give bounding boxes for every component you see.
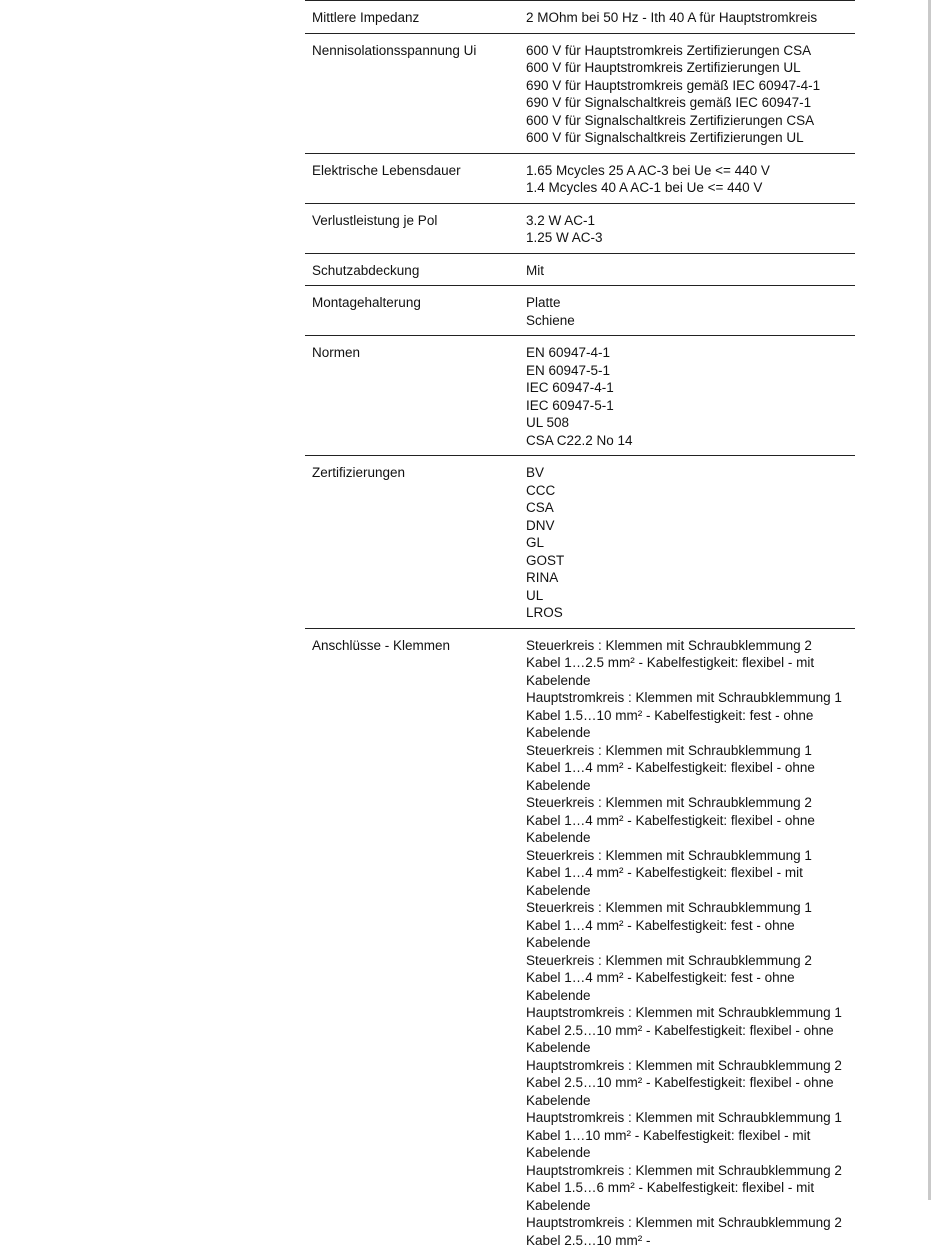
- spec-value: Hauptstromkreis : Klemmen mit Schraubklemmung 1 Kabel 1…10 mm² - Kabelfestigkeit: flexibel - mit Kabelende: [526, 1109, 847, 1162]
- spec-value: 600 V für Hauptstromkreis Zertifizierungen UL: [526, 59, 847, 77]
- spec-table: [305, 0, 855, 1255]
- spec-value: CSA C22.2 No 14: [526, 432, 847, 450]
- spec-value: Mit: [526, 262, 847, 280]
- spec-values: [520, 294, 855, 329]
- spec-value: Steuerkreis : Klemmen mit Schraubklemmung 1 Kabel 1…4 mm² - Kabelfestigkeit: flexibel - ohne Kabelende: [526, 742, 847, 795]
- spec-label: Normen: [305, 344, 520, 449]
- spec-value: 600 V für Signalschaltkreis Zertifizierungen UL: [526, 129, 847, 147]
- spec-values: [520, 42, 855, 147]
- spec-label: Montagehalterung: [305, 294, 520, 329]
- spec-value: Steuerkreis : Klemmen mit Schraubklemmung 2 Kabel 1…4 mm² - Kabelfestigkeit: flexibel - ohne Kabelende: [526, 794, 847, 847]
- spec-value: LROS: [526, 604, 847, 622]
- spec-value: RINA: [526, 569, 847, 587]
- spec-row-normen: [305, 336, 855, 456]
- spec-value: 2 MOhm bei 50 Hz - Ith 40 A für Hauptstromkreis: [526, 9, 847, 27]
- spec-value: Steuerkreis : Klemmen mit Schraubklemmung 2 Kabel 1…2.5 mm² - Kabelfestigkeit: flexibel - mit Kabelende: [526, 637, 847, 690]
- spec-value: Steuerkreis : Klemmen mit Schraubklemmung 1 Kabel 1…4 mm² - Kabelfestigkeit: fest - ohne Kabelende: [526, 899, 847, 952]
- spec-row-nennisolationsspannung: [305, 34, 855, 154]
- spec-value: Hauptstromkreis : Klemmen mit Schraubklemmung 1 Kabel 1.5…10 mm² - Kabelfestigkeit: fest - ohne Kabelende: [526, 689, 847, 742]
- spec-value: UL 508: [526, 414, 847, 432]
- spec-value: Hauptstromkreis : Klemmen mit Schraubklemmung 1 Kabel 2.5…10 mm² - Kabelfestigkeit: flexibel - ohne Kabelende: [526, 1004, 847, 1057]
- spec-value: 3.2 W AC-1: [526, 212, 847, 230]
- spec-row-mittlere-impedanz: [305, 1, 855, 34]
- spec-label: Anschlüsse - Klemmen: [305, 637, 520, 1250]
- spec-values: [520, 212, 855, 247]
- spec-label: Nennisolationsspannung Ui: [305, 42, 520, 147]
- spec-label: Elektrische Lebensdauer: [305, 162, 520, 197]
- spec-value: 600 V für Hauptstromkreis Zertifizierungen CSA: [526, 42, 847, 60]
- spec-value: 600 V für Signalschaltkreis Zertifizierungen CSA: [526, 112, 847, 130]
- spec-value: 1.65 Mcycles 25 A AC-3 bei Ue <= 440 V: [526, 162, 847, 180]
- spec-row-montagehalterung: [305, 286, 855, 336]
- spec-value: 690 V für Signalschaltkreis gemäß IEC 60947-1: [526, 94, 847, 112]
- spec-row-schutzabdeckung: [305, 254, 855, 287]
- spec-values: [520, 162, 855, 197]
- spec-value: BV: [526, 464, 847, 482]
- spec-label: Zertifizierungen: [305, 464, 520, 622]
- spec-row-elektrische-lebensdauer: [305, 154, 855, 204]
- spec-row-zertifizierungen: [305, 456, 855, 629]
- spec-values: [520, 344, 855, 449]
- spec-values: [520, 464, 855, 622]
- spec-value: 690 V für Hauptstromkreis gemäß IEC 60947-4-1: [526, 77, 847, 95]
- spec-value: GOST: [526, 552, 847, 570]
- spec-value: Hauptstromkreis : Klemmen mit Schraubklemmung 2 Kabel 2.5…10 mm² -: [526, 1214, 847, 1249]
- spec-value: IEC 60947-4-1: [526, 379, 847, 397]
- spec-value: Schiene: [526, 312, 847, 330]
- spec-value: Platte: [526, 294, 847, 312]
- spec-value: CSA: [526, 499, 847, 517]
- spec-row-anschluesse-klemmen: [305, 629, 855, 1255]
- spec-value: IEC 60947-5-1: [526, 397, 847, 415]
- spec-value: CCC: [526, 482, 847, 500]
- spec-value: EN 60947-5-1: [526, 362, 847, 380]
- spec-value: Steuerkreis : Klemmen mit Schraubklemmung 2 Kabel 1…4 mm² - Kabelfestigkeit: fest - ohne Kabelende: [526, 952, 847, 1005]
- spec-value: Hauptstromkreis : Klemmen mit Schraubklemmung 2 Kabel 2.5…10 mm² - Kabelfestigkeit: flexibel - ohne Kabelende: [526, 1057, 847, 1110]
- spec-values: [520, 637, 855, 1250]
- spec-row-verlustleistung: [305, 204, 855, 254]
- spec-value: EN 60947-4-1: [526, 344, 847, 362]
- spec-values: [520, 9, 855, 27]
- spec-value: Hauptstromkreis : Klemmen mit Schraubklemmung 2 Kabel 1.5…6 mm² - Kabelfestigkeit: flexibel - mit Kabelende: [526, 1162, 847, 1215]
- spec-values: [520, 262, 855, 280]
- spec-value: UL: [526, 587, 847, 605]
- spec-value: Steuerkreis : Klemmen mit Schraubklemmung 1 Kabel 1…4 mm² - Kabelfestigkeit: flexibel - mit Kabelende: [526, 847, 847, 900]
- spec-label: Schutzabdeckung: [305, 262, 520, 280]
- spec-value: 1.4 Mcycles 40 A AC-1 bei Ue <= 440 V: [526, 179, 847, 197]
- spec-label: Verlustleistung je Pol: [305, 212, 520, 247]
- spec-value: GL: [526, 534, 847, 552]
- spec-value: 1.25 W AC-3: [526, 229, 847, 247]
- spec-label: Mittlere Impedanz: [305, 9, 520, 27]
- spec-value: DNV: [526, 517, 847, 535]
